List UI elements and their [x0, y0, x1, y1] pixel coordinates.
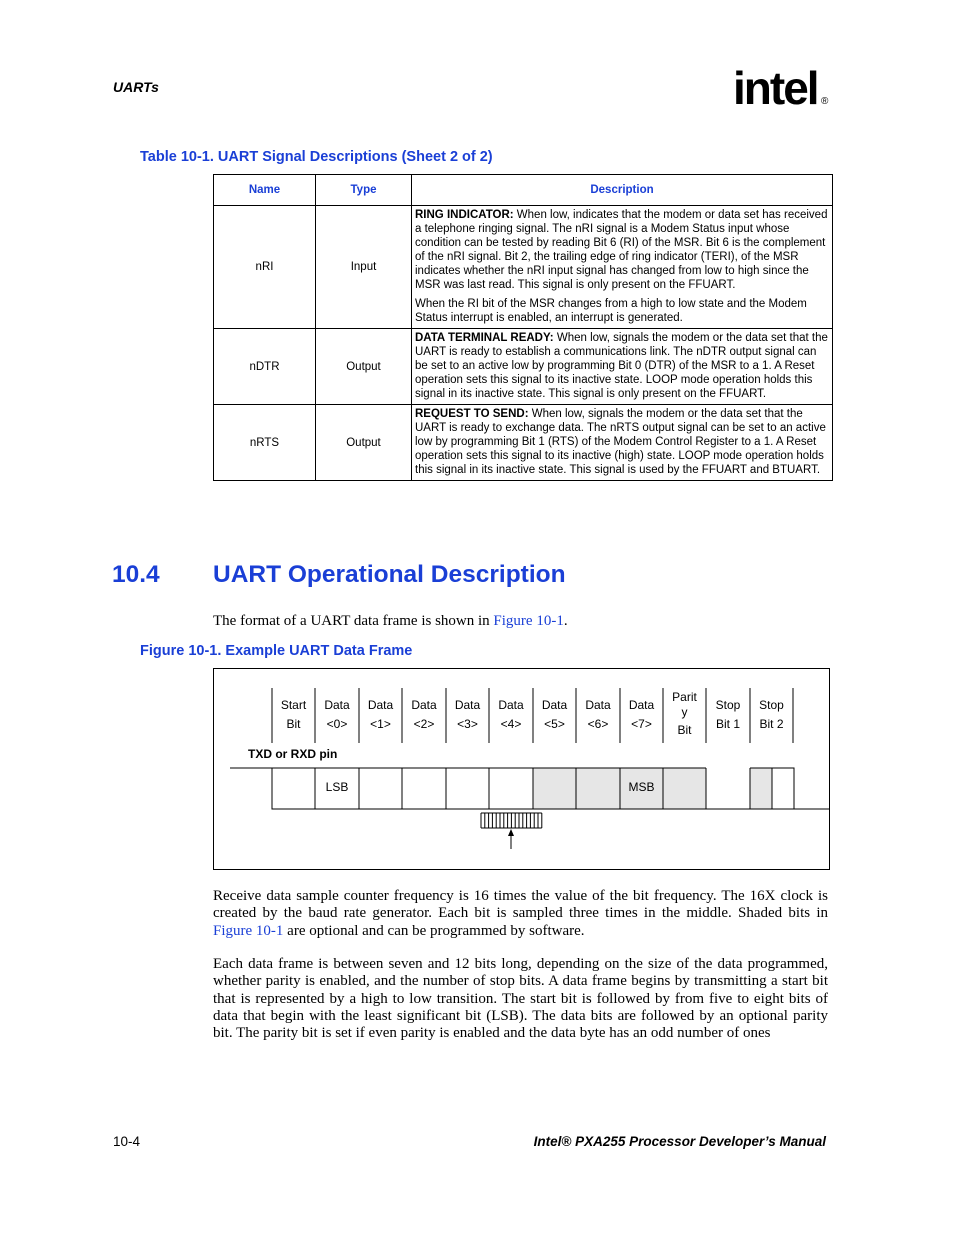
- table-header-row: [214, 175, 833, 206]
- bit-label: Data: [324, 698, 350, 712]
- bit-cell: [772, 768, 794, 809]
- signal-type: Input: [316, 206, 412, 329]
- bit-label: Stop: [715, 698, 741, 712]
- shaded-bit-cell: [576, 768, 620, 809]
- intel-logo: [731, 58, 836, 118]
- paragraph-text: Receive data sample counter frequency is 16 times the value of the bit frequency. The 16X clock is created by the baud rate generator. Each bit is sampled three times in the middle. Shaded bits in: [213, 888, 828, 922]
- bit-label: Bit: [677, 723, 692, 737]
- pin-label: TXD or RXD pin: [248, 747, 338, 761]
- bit-label: Bit 2: [759, 717, 784, 731]
- running-header-section: UARTs: [113, 79, 159, 95]
- figure-link[interactable]: Figure 10-1: [213, 922, 284, 939]
- paragraph-frame-format: Each data frame is between seven and 12 bits long, depending on the size of the data programmed, whether parity is enabled, and the number of stop bits. A data frame begins by transmitting a start bit that is represented by a high to low transition. The start bit is followed by from five to eight bits of data that begin with the least significant bit (LSB). The data bits are followed by an optional parity bit. The parity bit is set if even parity is enabled and the data byte has an odd number of ones: [213, 956, 828, 1042]
- description-text: When low, signals the modem or the data set that the UART is ready to exchange data. The nRTS output signal can be set to an active low by programming Bit 1 (RTS) of the Modem Control Register to a 1. A Reset operation sets this signal to its inactive (high) state. LOOP mode operation holds this signal in its inactive state. This signal is used by the FFUART and BTUART.: [415, 408, 826, 476]
- bit-label: Data: [411, 698, 437, 712]
- intro-text: The format of a UART data frame is shown in: [213, 613, 494, 629]
- bit-label: Data: [628, 698, 655, 712]
- bit-label: <7>: [631, 717, 652, 731]
- bit-label: <1>: [370, 717, 391, 731]
- logo-registered-mark: ®: [821, 96, 829, 107]
- bit-label: Data: [585, 698, 611, 712]
- column-header-name: Name: [214, 175, 316, 206]
- bit-label: Bit: [286, 717, 301, 731]
- page-number: 10-4: [113, 1134, 141, 1149]
- bit-label: y: [681, 705, 688, 719]
- description-title: RING INDICATOR:: [415, 209, 514, 221]
- description-text: When low, signals the modem or the data set that the UART is ready to establish a communications link. The nDTR output signal can be set to an active low by programming Bit 0 (DTR) of the MSR to a 1. A Reset operation sets this signal to its inactive state. LOOP mode operation holds this signal in its inactive state. This signal is only present on the FFUART.: [415, 332, 828, 400]
- bit-label: <6>: [587, 717, 609, 731]
- table-row: [214, 405, 833, 481]
- bit-label: Parit: [672, 690, 697, 704]
- table-row: [214, 329, 833, 405]
- bit-label: Stop: [759, 698, 784, 712]
- signal-name: nRTS: [214, 405, 316, 481]
- column-header-type: Type: [316, 175, 412, 206]
- description-extra: When the RI bit of the MSR changes from a high to low state and the Modem Status interrupt is enabled, an interrupt is generated.: [415, 298, 807, 324]
- bit-label: <4>: [500, 717, 522, 731]
- section-number: 10.4: [112, 561, 160, 588]
- figure-caption: Figure 10-1. Example UART Data Frame: [140, 643, 413, 659]
- signal-type: Output: [316, 405, 412, 481]
- shaded-bit-cell: [663, 768, 706, 809]
- description-text: When low, indicates that the modem or data set has received a telephone ringing signal. The nRI signal is a Modem Status input whose condition can be tested by reading Bit 6 (RI) of the MSR. Bit 6 is the complement of the nRI signal. Bit 2, the trailing edge of ring indicator (TERI), of the MSR indicates whether the nRI input signal has changed from low to high since the MSR was last read. This signal is only present on the FFUART.: [415, 209, 828, 291]
- signal-type: Output: [316, 329, 412, 405]
- figure-link[interactable]: Figure 10-1: [493, 613, 564, 629]
- signal-description: [412, 206, 833, 329]
- bit-label: Data: [367, 698, 394, 712]
- signal-descriptions-table: [213, 174, 833, 481]
- shaded-bit-cell: [750, 768, 772, 809]
- intro-paragraph: [213, 613, 568, 630]
- description-title: REQUEST TO SEND:: [415, 408, 529, 420]
- section-title: UART Operational Description: [213, 561, 566, 588]
- bit-cell-label: LSB: [325, 780, 349, 794]
- description-title: DATA TERMINAL READY:: [415, 332, 554, 344]
- logo-text: intel: [733, 62, 818, 114]
- uart-frame-diagram: [213, 668, 830, 870]
- bit-label: <3>: [457, 717, 478, 731]
- bit-label: <0>: [326, 717, 348, 731]
- footer-title: Intel® PXA255 Processor Developer’s Manual: [533, 1134, 826, 1149]
- signal-description: [412, 405, 833, 481]
- signal-low-line: [230, 768, 830, 809]
- signal-description: [412, 329, 833, 405]
- bit-label: <2>: [413, 717, 435, 731]
- signal-name: nDTR: [214, 329, 316, 405]
- bit-label: <5>: [544, 717, 565, 731]
- bit-label: Data: [541, 698, 568, 712]
- shaded-bit-cell: [533, 768, 576, 809]
- table-row: [214, 206, 833, 329]
- intro-text-end: .: [563, 613, 568, 629]
- bit-label: Start: [280, 698, 307, 712]
- paragraph-sampling: [213, 888, 828, 940]
- sample-arrow-head: [508, 829, 514, 836]
- table-caption: Table 10-1. UART Signal Descriptions (Sheet 2 of 2): [140, 149, 493, 165]
- signal-name: nRI: [214, 206, 316, 329]
- bit-label: Data: [498, 698, 524, 712]
- bit-label: Bit 1: [715, 717, 741, 731]
- bit-label: Data: [454, 698, 481, 712]
- bit-cell-label: MSB: [628, 780, 655, 794]
- column-header-description: Description: [412, 175, 833, 206]
- paragraph-text-end: are optional and can be programmed by software.: [283, 922, 585, 939]
